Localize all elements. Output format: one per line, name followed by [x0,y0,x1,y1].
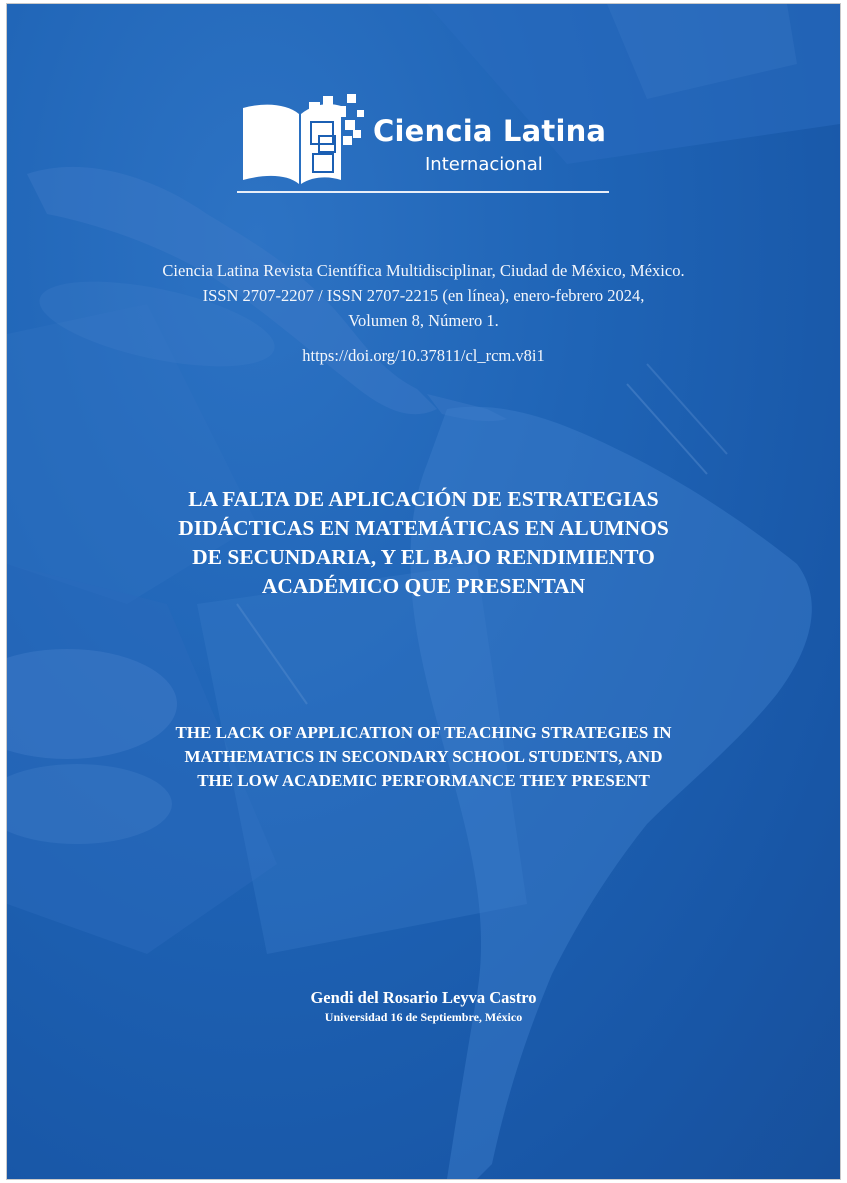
author-affiliation: Universidad 16 de Septiembre, México [324,1010,523,1024]
journal-logo [235,92,620,200]
title-line: LA FALTA DE APLICACIÓN DE ESTRATEGIAS [188,487,659,511]
journal-info-line: Volumen 8, Número 1. [348,311,499,330]
article-title-english [67,721,780,793]
article-title-spanish [67,485,780,601]
title-line: THE LOW ACADEMIC PERFORMANCE THEY PRESENT [197,771,650,790]
doi-link[interactable]: https://doi.org/10.37811/cl_rcm.v8i1 [302,346,545,365]
journal-info-line: Ciencia Latina Revista Científica Multidisciplinar, Ciudad de México, México. [162,261,685,280]
journal-info [67,258,780,333]
journal-info-line: ISSN 2707-2207 / ISSN 2707-2215 (en línea), enero-febrero 2024, [202,286,645,305]
logo-subtitle: Internacional [425,154,543,175]
title-line: DIDÁCTICAS EN MATEMÁTICAS EN ALUMNOS [178,516,669,540]
logo-title: Ciencia Latina [373,114,607,148]
title-line: ACADÉMICO QUE PRESENTAN [261,574,586,598]
title-line: THE LACK OF APPLICATION OF TEACHING STRATEGIES IN [175,723,672,742]
author-name: Gendi del Rosario Leyva Castro [310,988,537,1007]
journal-cover [6,3,841,1180]
title-line: MATHEMATICS IN SECONDARY SCHOOL STUDENTS, AND [184,747,663,766]
open-book-logo-icon [235,92,365,190]
logo-divider [237,191,609,193]
title-line: DE SECUNDARIA, Y EL BAJO RENDIMIENTO [192,545,655,569]
